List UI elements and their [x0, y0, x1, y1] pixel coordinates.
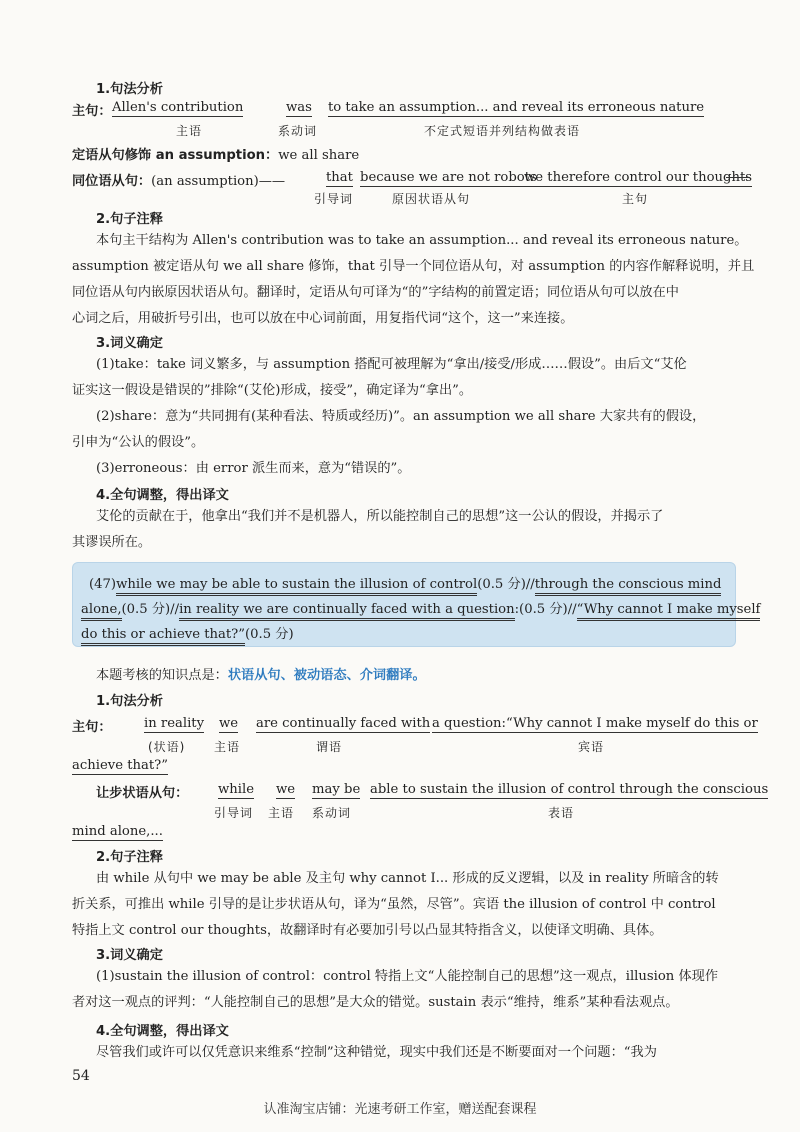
q47-line-1	[89, 573, 721, 592]
q47-colon: :	[514, 602, 520, 617]
label-predicative: 不定式短语并列结构做表语	[424, 124, 581, 138]
trans-line: 其谬误所在。	[72, 535, 152, 550]
c-maybe: may be	[312, 782, 361, 797]
main-clause-label-2: 主句：	[72, 720, 112, 735]
appos-that: that	[326, 170, 353, 185]
words-line: (1)take：take 词义繁多，与 assumption 搭配可被理解为“拿出/接受/形成……假设”。由后文“艾伦	[96, 357, 687, 372]
q47-part-2b: alone,	[81, 602, 122, 621]
m-predicate: are continually faced with	[256, 716, 431, 731]
words-line: (2)share：意为“共同拥有(某种看法、特质或经历)”。an assumption we all share 大家共有的假设，	[96, 409, 706, 424]
words-line: 证实这一假设是错误的”排除“(艾伦)形成，接受”，确定译为“拿出”。	[72, 383, 473, 398]
words-line: 引申为“公认的假设”。	[72, 435, 205, 450]
notes-line: 心词之后，用破折号引出，也可以放在中心词前面，用复指代词“这个，这一”来连接。	[72, 311, 574, 326]
heading-syntax-1: 1.句法分析	[96, 82, 163, 97]
notes-paragraph-2	[72, 866, 752, 944]
appos-clause-row	[72, 170, 285, 189]
knowledge-points	[96, 664, 426, 683]
c-rest: able to sustain the illusion of control through the conscious	[370, 782, 769, 797]
label-predicate: 谓语	[316, 740, 343, 754]
notes-line: 特指上文 control our thoughts，故翻译时有必要加引号以凸显其特指含义，以使译文明确、具体。	[72, 923, 663, 938]
q47-points: (0.5 分)	[477, 577, 526, 592]
heading-trans-2: 4.全句调整，得出译文	[96, 1024, 229, 1039]
trans-line: 尽管我们或许可以仅凭意识来维系“控制”这种错觉，现实中我们还是不断要面对一个问题：“我为	[96, 1045, 657, 1060]
q47-part-2a: through the conscious mind	[535, 577, 722, 596]
label-object: 宾语	[578, 740, 605, 754]
words-paragraph-1	[72, 352, 752, 482]
notes-line: 由 while 从句中 we may be able 及主句 why cannot I... 形成的反义逻辑，以及 in reality 所暗含的转	[96, 871, 719, 886]
q47-points: (0.5 分)	[519, 602, 568, 617]
attr-clause-text: we all share	[278, 148, 360, 163]
label-subject-3: 主语	[268, 806, 295, 820]
notes-line: 折关系，可推出 while 引导的是让步状语从句，译为“虽然，尽管”。宾语 the illusion of control 中 control	[72, 897, 716, 912]
main-copula: was	[286, 100, 312, 115]
q47-sep: //	[170, 602, 180, 617]
notes-line: assumption 被定语从句 we all share 修饰，that 引导一个同位语从句，对 assumption 的内容作解释说明，并且	[72, 259, 755, 274]
label-copula: 系动词	[278, 124, 318, 138]
q47-number: (47)	[89, 577, 117, 592]
heading-words-2: 3.词义确定	[96, 948, 163, 963]
appos-main: we therefore control our thoughts	[524, 170, 753, 185]
heading-notes-2: 2.句子注释	[96, 850, 163, 865]
c-while: while	[218, 782, 255, 797]
trans-paragraph-1	[72, 504, 752, 556]
m-object-cont: achieve that?”	[72, 758, 168, 773]
q47-points: (0.5 分)	[244, 627, 294, 642]
knowledge-points-prefix: 本题考核的知识点是：	[96, 668, 228, 683]
label-reason: 原因状语从句	[392, 192, 471, 206]
q47-part-4a: “Why cannot I make myself	[577, 602, 761, 621]
notes-paragraph-1	[72, 228, 755, 332]
q47-line-2	[81, 598, 760, 617]
appos-pre: (an assumption)——	[151, 174, 286, 189]
heading-words-1: 3.词义确定	[96, 336, 163, 351]
words-line: 者对这一观点的评判：“人能控制自己的思想”是大众的错觉。sustain 表示“维持，维系”某种看法观点。	[72, 995, 679, 1010]
appos-dash	[724, 170, 752, 185]
q47-line-3	[81, 623, 294, 642]
heading-notes-1: 2.句子注释	[96, 212, 163, 227]
m-subject: we	[219, 716, 239, 731]
m-object: a question:“Why cannot I make myself do this or	[432, 716, 758, 731]
concessive-label: 让步状语从句：	[96, 786, 189, 801]
appos-because: because we are not robots	[360, 170, 537, 185]
label-mainclause: 主句	[622, 192, 649, 206]
main-clause-row	[72, 100, 112, 119]
attr-clause-label: 定语从句修饰 an assumption：	[72, 148, 279, 163]
question-47-box	[72, 562, 761, 647]
c-rest-cont: mind alone,...	[72, 824, 163, 839]
q47-part-3: in reality we are continually faced with a question	[179, 602, 515, 621]
q47-sep: //	[567, 602, 577, 617]
heading-trans-1: 4.全句调整，得出译文	[96, 488, 229, 503]
q47-part-1: while we may be able to sustain the illusion of control	[116, 577, 477, 596]
c-we: we	[276, 782, 296, 797]
label-subject: 主语	[176, 124, 203, 138]
label-subject-2: 主语	[214, 740, 241, 754]
main-predicative: to take an assumption... and reveal its erroneous nature	[328, 100, 705, 115]
q47-sep: //	[525, 577, 535, 592]
notes-line: 同位语从句内嵌原因状语从句。翻译时，定语从句可译为“的”字结构的前置定语；同位语从句可以放在中	[72, 285, 679, 300]
main-subject: Allen's contribution	[112, 100, 244, 115]
knowledge-points-text: 状语从句、被动语态、介词翻译。	[227, 668, 426, 683]
label-copula-2: 系动词	[312, 806, 352, 820]
q47-part-4b: do this or achieve that?”	[81, 627, 245, 646]
m-adverbial: in reality	[144, 716, 205, 731]
label-guide: 引导词	[314, 192, 354, 206]
notes-line: 本句主干结构为 Allen's contribution was to take an assumption... and reveal its erroneous nature。	[96, 233, 748, 248]
words-line: (3)erroneous：由 error 派生而来，意为“错误的”。	[96, 461, 411, 476]
footer-text: 认准淘宝店铺：光速考研工作室，赠送配套课程	[263, 1102, 537, 1117]
trans-line: 艾伦的贡献在于，他拿出“我们并不是机器人，所以能控制自己的思想”这一公认的假设，并揭示了	[96, 509, 664, 524]
appos-clause-label: 同位语从句：	[72, 174, 152, 189]
page-number: 54	[72, 1068, 90, 1084]
words-paragraph-2	[72, 964, 752, 1016]
words-line: (1)sustain the illusion of control：control 特指上文“人能控制自己的思想”这一观点，illusion 体现作	[96, 969, 719, 984]
q47-points: (0.5 分)	[121, 602, 171, 617]
label-adverbial: (状语)	[148, 740, 186, 754]
heading-syntax-2: 1.句法分析	[96, 694, 163, 709]
label-predicative-2: 表语	[548, 806, 575, 820]
main-clause-label: 主句：	[72, 104, 112, 119]
trans-paragraph-2	[72, 1040, 752, 1066]
attr-clause-row	[72, 144, 359, 163]
label-guide-2: 引导词	[214, 806, 254, 820]
